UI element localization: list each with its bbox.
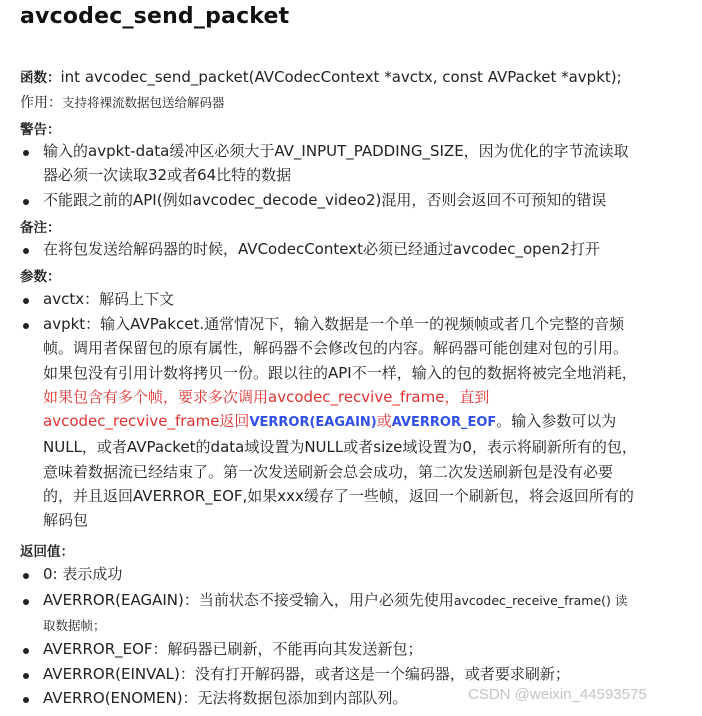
return-eagain: AVERROR(EAGAIN)：当前状态不接受输入，用户必须先使用avcodec_receive_frame() 读 取数据帧；	[43, 591, 628, 634]
page-title: avcodec_send_packet	[20, 4, 290, 29]
param-avctx: avctx：解码上下文	[43, 290, 175, 308]
watermark: CSDN @weixin_44593575	[468, 686, 647, 703]
purpose-line	[20, 92, 225, 112]
return-success: 0: 表示成功	[43, 565, 123, 583]
list-item-text: 不能跟之前的API(例如avcodec_decode_video2)混用，否则会返回不可预知的错误	[43, 191, 607, 209]
params-heading: 参数：	[20, 269, 61, 285]
param-avpkt: avpkt：输入AVPakcet.通常情况下，输入数据是一个单一的视频帧或者几个完整的音频 帧。调用者保留包的原有属性，解码器不会修改包的内容。解码器可能创建对包的引用。 如果包没有引用计数将拷贝一份。跟以往的API不一样，输入的包的数据将被完全地消耗， 如果包含有多个帧，要求多次调用avcodec_recvive_frame，直到 avcodec_recvive_frame返回VERROR(EAGAIN)或AVERROR_EOF。输入参数可以为 NULL，或者AVPacket的data域设置为NULL或者size域设置为0，表示将刷新所有的包， 意味着数据流已经结束了。第一次发送刷新会总会成功，第二次发送刷新包是没有必要 的，并且返回AVERROR_EOF,如果xxx缓存了一些帧，返回一个刷新包，将会返回所有的 解码包	[43, 315, 637, 530]
highlight-blue-text: AVERROR_EOF	[391, 415, 497, 431]
bullet-icon	[23, 298, 29, 304]
returns-heading: 返回值：	[20, 544, 74, 560]
bullet-icon	[23, 573, 29, 579]
highlight-blue-text: VERROR(EAGAIN)	[249, 415, 377, 431]
warning-heading: 警告：	[20, 122, 61, 138]
bullet-icon	[23, 599, 29, 605]
bullet-icon	[23, 150, 29, 156]
note-heading: 备注：	[20, 220, 61, 236]
bullet-icon	[23, 199, 29, 205]
purpose-label: 作用：	[20, 95, 62, 111]
bullet-icon	[23, 248, 29, 254]
return-eof: AVERROR_EOF：解码器已刷新，不能再向其发送新包；	[43, 640, 423, 658]
return-enomem: AVERRO(ENOMEN)：无法将数据包添加到内部队列。	[43, 689, 408, 707]
bullet-icon	[23, 673, 29, 679]
bullet-icon	[23, 323, 29, 329]
signature-text: int avcodec_send_packet(AVCodecContext *avctx, const AVPacket *avpkt);	[60, 68, 622, 86]
highlight-red-text: 如果包含有多个帧，要求多次调用avcodec_recvive_frame，直到	[43, 387, 490, 406]
highlight-red-text: avcodec_recvive_frame返回	[43, 412, 250, 431]
function-signature	[20, 66, 622, 86]
bullet-icon	[23, 648, 29, 654]
return-einval: AVERROR(EINVAL)：没有打开解码器，或者这是一个编码器，或者要求刷新；	[43, 665, 570, 683]
highlight-red-text: 或	[376, 412, 392, 431]
list-item-text: 输入的avpkt-data缓冲区必须大于AV_INPUT_PADDING_SIZE，因为优化的字节流读取 器必须一次读取32或者64比特的数据	[43, 142, 629, 185]
list-item-text: 在将包发送给解码器的时候，AVCodecContext必须已经通过avcodec_open2打开	[43, 240, 600, 258]
signature-label: 函数：	[20, 70, 61, 86]
purpose-text: 支持将裸流数据包送给解码器	[62, 95, 225, 110]
bullet-icon	[23, 697, 29, 703]
